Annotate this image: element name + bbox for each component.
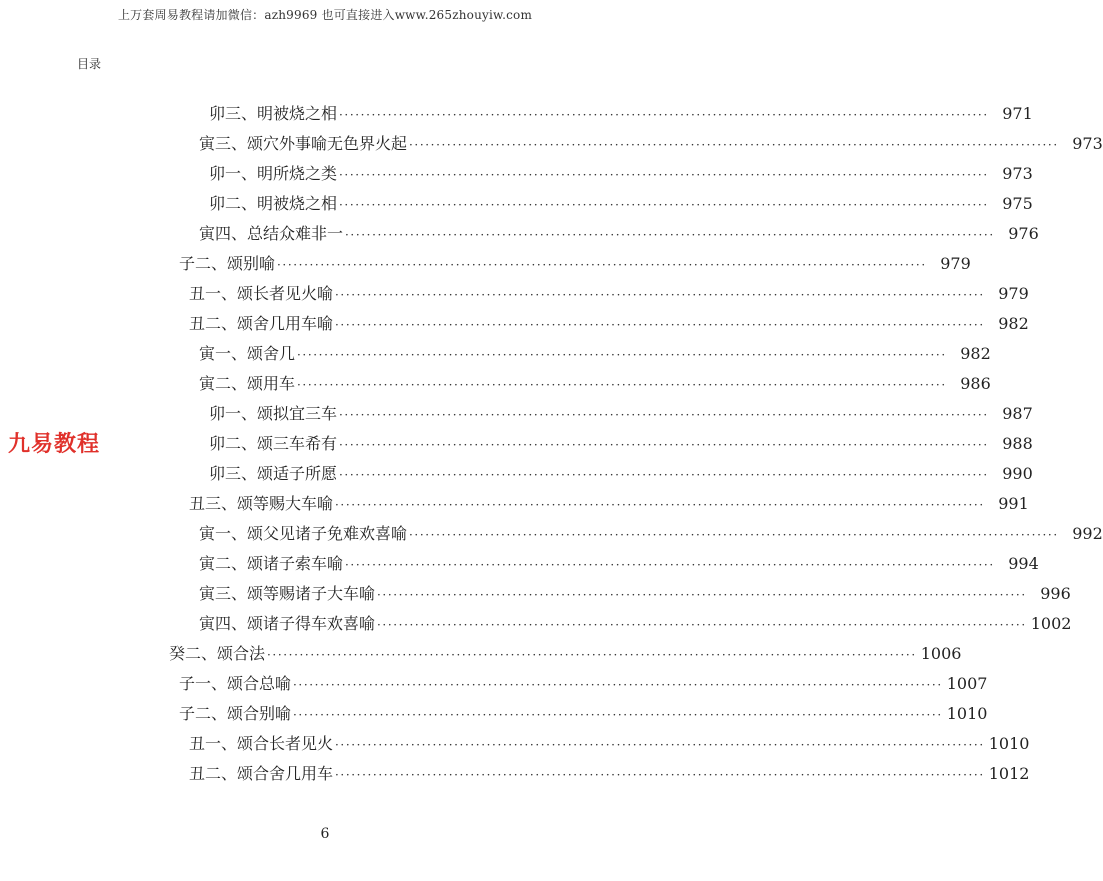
toc-entry[interactable]	[209, 191, 1033, 221]
toc-entry-page: 982	[960, 344, 991, 363]
toc-entry[interactable]	[199, 131, 1103, 161]
toc-dot-leader: ························································································································	[335, 738, 985, 752]
toc-dot-leader: ························································································································	[377, 588, 1027, 602]
toc-entry-page: 976	[1008, 224, 1039, 243]
toc-entry-title: 寅二、颂诸子索车喻	[199, 554, 344, 573]
toc-entry[interactable]	[209, 401, 1033, 431]
toc-entry-title: 卯二、颂三车希有	[209, 434, 338, 453]
toc-dot-leader: ························································································································	[339, 468, 989, 482]
toc-entry-title: 寅一、颂舍几	[199, 344, 296, 363]
toc-entry-page: 994	[1008, 554, 1039, 573]
toc-entry-title: 卯二、明被烧之相	[209, 194, 338, 213]
toc-entry[interactable]	[189, 761, 1030, 791]
toc-entry-page: 973	[1002, 164, 1033, 183]
toc-entry-page: 1010	[988, 734, 1030, 753]
toc-dot-leader: ························································································································	[297, 348, 947, 362]
toc-dot-leader: ························································································································	[335, 498, 985, 512]
toc-entry-page: 990	[1002, 464, 1033, 483]
toc-entry-title: 寅四、总结众难非一	[199, 224, 344, 243]
toc-entry-page: 979	[940, 254, 971, 273]
toc-entry-title: 卯三、明被烧之相	[209, 104, 338, 123]
toc-dot-leader: ························································································································	[267, 648, 917, 662]
toc-entry[interactable]	[209, 431, 1033, 461]
toc-entry[interactable]	[189, 731, 1030, 761]
toc-entry[interactable]	[199, 341, 991, 371]
toc-entry-title: 寅四、颂诸子得车欢喜喻	[199, 614, 376, 633]
toc-entry-page: 1007	[946, 674, 988, 693]
toc-entry-page: 973	[1072, 134, 1103, 153]
toc-dot-leader: ························································································································	[339, 168, 989, 182]
toc-entry-page: 979	[998, 284, 1029, 303]
toc-entry-title: 卯三、颂适子所愿	[209, 464, 338, 483]
toc-entry-title: 寅三、颂穴外事喻无色界火起	[199, 134, 408, 153]
toc-entry-title: 丑一、颂长者见火喻	[189, 284, 334, 303]
toc-entry-title: 子二、颂合别喻	[179, 704, 292, 723]
toc-entry-page: 992	[1072, 524, 1103, 543]
toc-entry-title: 丑三、颂等赐大车喻	[189, 494, 334, 513]
toc-dot-leader: ························································································································	[345, 228, 995, 242]
toc-entry-title: 卯一、颂拟宜三车	[209, 404, 338, 423]
toc-entry-page: 986	[960, 374, 991, 393]
toc-dot-leader: ························································································································	[339, 198, 989, 212]
toc-entry-title: 丑二、颂舍几用车喻	[189, 314, 334, 333]
toc-entry-page: 996	[1040, 584, 1071, 603]
toc-entry[interactable]	[179, 701, 988, 731]
watermark-logo: 九易教程	[8, 432, 101, 457]
toc-entry-title: 寅三、颂等赐诸子大车喻	[199, 584, 376, 603]
toc-entry[interactable]	[169, 641, 962, 671]
toc-entry[interactable]	[199, 371, 991, 401]
toc-entry-page: 988	[1002, 434, 1033, 453]
toc-dot-leader: ························································································································	[293, 708, 943, 722]
toc-entry[interactable]	[209, 161, 1033, 191]
toc-entry-title: 癸二、颂合法	[169, 644, 266, 663]
toc-entry-page: 987	[1002, 404, 1033, 423]
toc-dot-leader: ························································································································	[345, 558, 995, 572]
toc-entry[interactable]	[199, 521, 1103, 551]
toc-entry-title: 丑二、颂合舍几用车	[189, 764, 334, 783]
toc-entry[interactable]	[189, 491, 1029, 521]
toc-entry[interactable]	[209, 101, 1033, 131]
toc-dot-leader: ························································································································	[335, 318, 985, 332]
toc-entry-page: 1010	[946, 704, 988, 723]
toc-dot-leader: ························································································································	[409, 528, 1059, 542]
toc-dot-leader: ························································································································	[335, 288, 985, 302]
toc-dot-leader: ························································································································	[339, 408, 989, 422]
toc-entry-title: 子一、颂合总喻	[179, 674, 292, 693]
toc-dot-leader: ························································································································	[377, 618, 1027, 632]
toc-entry-title: 丑一、颂合长者见火	[189, 734, 334, 753]
toc-entry[interactable]	[209, 461, 1033, 491]
toc-dot-leader: ························································································································	[297, 378, 947, 392]
toc-entry-title: 寅一、颂父见诸子免难欢喜喻	[199, 524, 408, 543]
toc-entry-page: 971	[1002, 104, 1033, 123]
toc-entry[interactable]	[179, 671, 988, 701]
section-label: 目录	[77, 57, 102, 71]
toc-entry-page: 1006	[920, 644, 962, 663]
toc-entry-page: 982	[998, 314, 1029, 333]
toc-entry[interactable]	[199, 611, 1072, 641]
toc-dot-leader: ························································································································	[335, 768, 985, 782]
toc-entry[interactable]	[179, 251, 971, 281]
toc-dot-leader: ························································································································	[277, 258, 927, 272]
toc-entry-title: 卯一、明所烧之类	[209, 164, 338, 183]
toc-entry[interactable]	[189, 281, 1029, 311]
toc-entry[interactable]	[199, 221, 1039, 251]
header-banner: 上万套周易教程请加微信：azh9969 也可直接进入www.265zhouyiw.com	[117, 8, 533, 22]
toc-dot-leader: ························································································································	[293, 678, 943, 692]
toc-dot-leader: ························································································································	[409, 138, 1059, 152]
toc-entry-page: 991	[998, 494, 1029, 513]
toc-entry-title: 寅二、颂用车	[199, 374, 296, 393]
page-number: 6	[320, 826, 330, 842]
toc-entry[interactable]	[189, 311, 1029, 341]
toc-dot-leader: ························································································································	[339, 108, 989, 122]
toc-dot-leader: ························································································································	[339, 438, 989, 452]
toc-entry[interactable]	[199, 581, 1071, 611]
toc-entry-page: 975	[1002, 194, 1033, 213]
toc-entry-page: 1012	[988, 764, 1030, 783]
toc-entry-title: 子二、颂别喻	[179, 254, 276, 273]
toc-entry[interactable]	[199, 551, 1039, 581]
toc-entry-page: 1002	[1030, 614, 1072, 633]
